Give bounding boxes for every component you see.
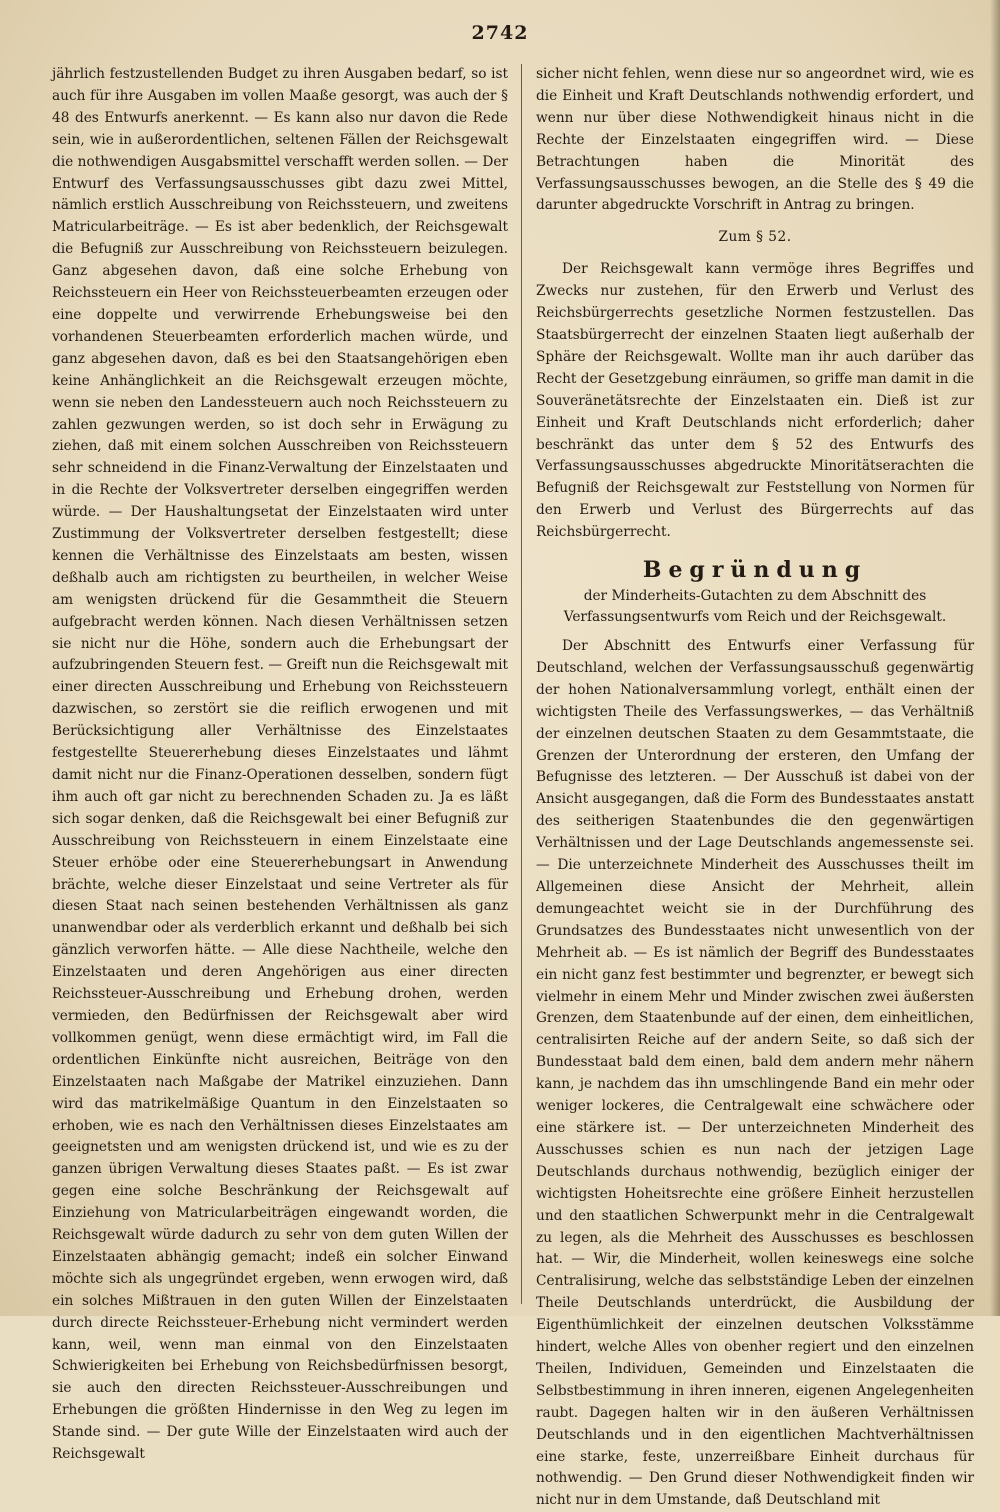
page-number: 2742 [471,22,529,44]
section-text: Der Reichsgewalt kann vermöge ihres Begriffes und Zwecks nur zustehen, für den Erwerb und Verlust des Reichsbürgerrechts gesetzliche Normen festzustellen. Das Staatsbürgerrecht der einzelnen Staaten liegt außerhalb der Sphäre der Reichsgewalt. Wollte man ihr auch darüber das Recht der Gesetzgebung einräumen, so griffe man damit in die Souveränetätsrechte der Einzelstaaten ein. Dieß ist zur Einheit und Kraft Deutschlands nicht erforderlich; daher beschränkt das unter dem § 52 des Entwurfs des Verfassungsausschusses abgedruckte Minoritätserachten die Befugniß der Reichsgewalt zur Feststellung von Normen für den Erwerb und Verlust des Bürgerrechts auf das Reichsbürgerrecht. [536,261,974,541]
left-column [52,64,508,1463]
sub-heading: der Minderheits-Gutachten zu dem Abschnitt des Verfassungsentwurfs vom Reich und der Reichsgewalt. [563,588,947,626]
right-column-continuation: sicher nicht fehlen, wenn diese nur so angeordnet wird, wie es die Einheit und Kraft Deutschlands nothwendig erfordert, und wenn nur über diese Nothwendigkeit hinaus nicht in die Rechte der Einzelstaaten eingegriffen wird. — Diese Betrachtungen haben die Minorität des Verfassungsausschusses bewogen, an die Stelle des § 49 die darunter abgedruckte Vorschrift in Antrag zu bringen. [536,66,974,214]
body-text: Der Abschnitt des Entwurfs einer Verfassung für Deutschland, welchen der Verfassungsausschuß gegenwärtig der hohen Nationalversammlung vorlegt, enthält einen der wichtigsten Theile des Verfassungswerkes, — das Verhältniß der einzelnen deutschen Staaten zu dem Gesammtstaate, die Grenzen der Unterordnung der ersteren, den Umfang der Befugnisse des letzteren. — Der Ausschuß ist dabei von der Ansicht ausgegangen, daß die Form des Bundesstaates anstatt des seitherigen Staatenbundes die den gegenwärtigen Verhältnissen und der Lage Deutschlands angemessenste sei. — Die unterzeichnete Minderheit des Ausschusses theilt im Allgemeinen diese Ansicht der Mehrheit, allein demungeachtet weicht sie in der Durchführung des Grundsatzes des Bundesstaates nicht unwesentlich von der Mehrheit ab. — Es ist nämlich der Begriff des Bundesstaates ein nicht ganz fest bestimmter und begrenzter, er bewegt sich vielmehr in einem Mehr und Minder zwischen zwei äußersten Grenzen, dem Staatenbunde auf der einen, dem einheitlichen, centralisirten Reiche auf der andern Seite, so daß sich der Bundesstaat bald dem einen, bald dem andern mehr nähern kann, je nachdem das ihn umschlingende Band ein mehr oder weniger lockeres, die Centralgewalt eine schwächere oder eine stärkere ist. — Der unterzeichneten Minderheit des Ausschusses schien es nun nach der jetzigen Lage Deutschlands durchaus nothwendig, bezüglich einiger der wichtigsten Hoheitsrechte eine größere Einheit herzustellen und den staatlichen Schwerpunkt mehr in die Centralgewalt zu legen, als die Mehrheit des Ausschusses es beschlossen hat. — Wir, die Minderheit, wollen keineswegs eine solche Centralisirung, welche das selbstständige Leben der einzelnen Theile Deutschlands unterdrückt, die Ausbildung der Eigenthümlichkeit der einzelnen deutschen Volksstämme hindert, welche Alles von obenher regiert und den einzelnen Theilen, Individuen, Gemeinden und Einzelstaaten die Selbstbestimmung in ihren inneren, eigenen Angelegenheiten raubt. Dagegen halten wir in den äußeren Verhältnissen Deutschlands und in den eigentlichen Machtverhältnissen eine starke, feste, unzerreißbare Einheit durchaus für nothwendig. — Den Grund dieser Nothwendigkeit finden wir nicht nur in dem Umstande, daß Deutschland mit [536,638,974,1509]
column-divider [521,64,522,1304]
left-column-text: jährlich festzustellenden Budget zu ihren Ausgaben bedarf, so ist auch für ihre Ausgaben im vollen Maaße gesorgt, was auch der § 48 des Entwurfs anerkennt. — Es kann also nur davon die Rede sein, wie in außerordentlichen, seltenen Fällen der Reichsgewalt die nothwendigen Ausgabsmittel verschafft werden sollen. — Der Entwurf des Verfassungsausschusses gibt dazu zwei Mittel, nämlich erstlich Ausschreibung von Reichssteuern, und zweitens Matricularbeiträge. — Es ist aber bedenklich, der Reichsgewalt die Befugniß zur Ausschreibung von Reichssteuern beizulegen. Ganz abgesehen davon, daß eine solche Erhebung von Reichssteuern ein Heer von Reichssteuerbeamten erzeugen oder eine doppelte und verwirrende Erhebungsweise bei den vorhandenen Steuerbeamten erforderlich machen würde, und ganz abgesehen davon, daß es bei den Staatsangehörigen eben keine Anhänglichkeit an die Reichsgewalt erzeugen möchte, wenn sie neben den Landessteuern auch noch Reichssteuern zu zahlen gezwungen werden, so ist doch sehr in Erwägung zu ziehen, daß mit einem solchen Ausschreiben von Reichssteuern sehr schneidend in die Finanz-Verwaltung der Einzelstaaten und in die Rechte der Volksvertreter derselben eingegriffen werden würde. — Der Haushaltungsetat der Einzelstaaten wird unter Zustimmung der Volksvertreter derselben festgestellt; diese kennen die Verhältnisse des Einzelstaats am besten, wissen deßhalb auch am richtigsten zu beurtheilen, in welcher Weise am wenigsten drückend für die Gesammtheit die Steuern aufgebracht werden können. Nach diesen Verhältnissen setzen sie nicht nur die Höhe, sondern auch die Erhebungsart der aufzubringenden Steuern fest. — Greift nun die Reichsgewalt mit einer directen Ausschreibung und Erhebung von Reichssteuern dazwischen, so zerstört sie die reiflich erwogenen und mit Berücksichtigung aller Verhältnisse des Einzelstaates festgestellte Steuererhebung dieses Einzelstaates und lähmt damit nicht nur die Finanz-Operationen desselben, sondern fügt ihm auch oft gar nicht zu berechnenden Schaden zu. Ja es läßt sich sogar denken, daß die Reichsgewalt bei einer Befugniß zur Ausschreibung von Reichssteuern in einem Einzelstaate eine Steuer erhöbe oder eine Steuererhebungsart in Anwendung brächte, welche dieser Einzelstaat und seine Vertreter als für diesen Staat nach seinen bestehenden Verhältnissen als ganz unanwendbar oder als verderblich erkannt und deßhalb bei sich gänzlich verworfen hätte. — Alle diese Nachtheile, welche den Einzelstaaten und deren Angehörigen aus einer directen Reichssteuer-Ausschreibung und Erhebung drohen, werden vermieden, den Bedürfnissen der Reichsgewalt aber wird vollkommen genügt, wenn diese ermächtigt wird, im Fall die ordentlichen Einkünfte nicht ausreichen, Beiträge von den Einzelstaaten nach Maßgabe der Matrikel einzuziehen. Dann wird das matrikelmäßige Quantum in den Einzelstaaten so erhoben, wie es nach den Verhältnissen dieses Einzelstaates am geeignetsten und am wenigsten drückend ist, und wie es zu der ganzen übrigen Verwaltung dieses Staates paßt. — Es ist zwar gegen eine solche Beschränkung der Reichsgewalt auf Einziehung von Matricularbeiträgen eingewandt worden, die Reichsgewalt würde dadurch zu sehr von dem guten Willen der Einzelstaaten abhängig gemacht; indeß ein solcher Einwand möchte sich als ungegründet ergeben, wenn erwogen wird, daß ein solches Mißtrauen in den guten Willen der Einzelstaaten durch directe Reichssteuer-Erhebung nicht vermindert werden kann, weil, wenn man einmal von den Einzelstaaten Schwierigkeiten bei Erhebung von Reichsbedürfnissen besorgt, sie auch den directen Reichssteuer-Ausschreibungen und Erhebungen die größten Hindernisse in den Weg zu legen im Stande sind. — Der gute Wille der Einzelstaaten wird auch der Reichsgewalt [52,66,508,1463]
section-heading: Zum § 52. [718,229,792,246]
right-column [536,64,974,1509]
page-edge-shadow [990,0,1000,1316]
main-heading: Begründung [642,557,868,584]
